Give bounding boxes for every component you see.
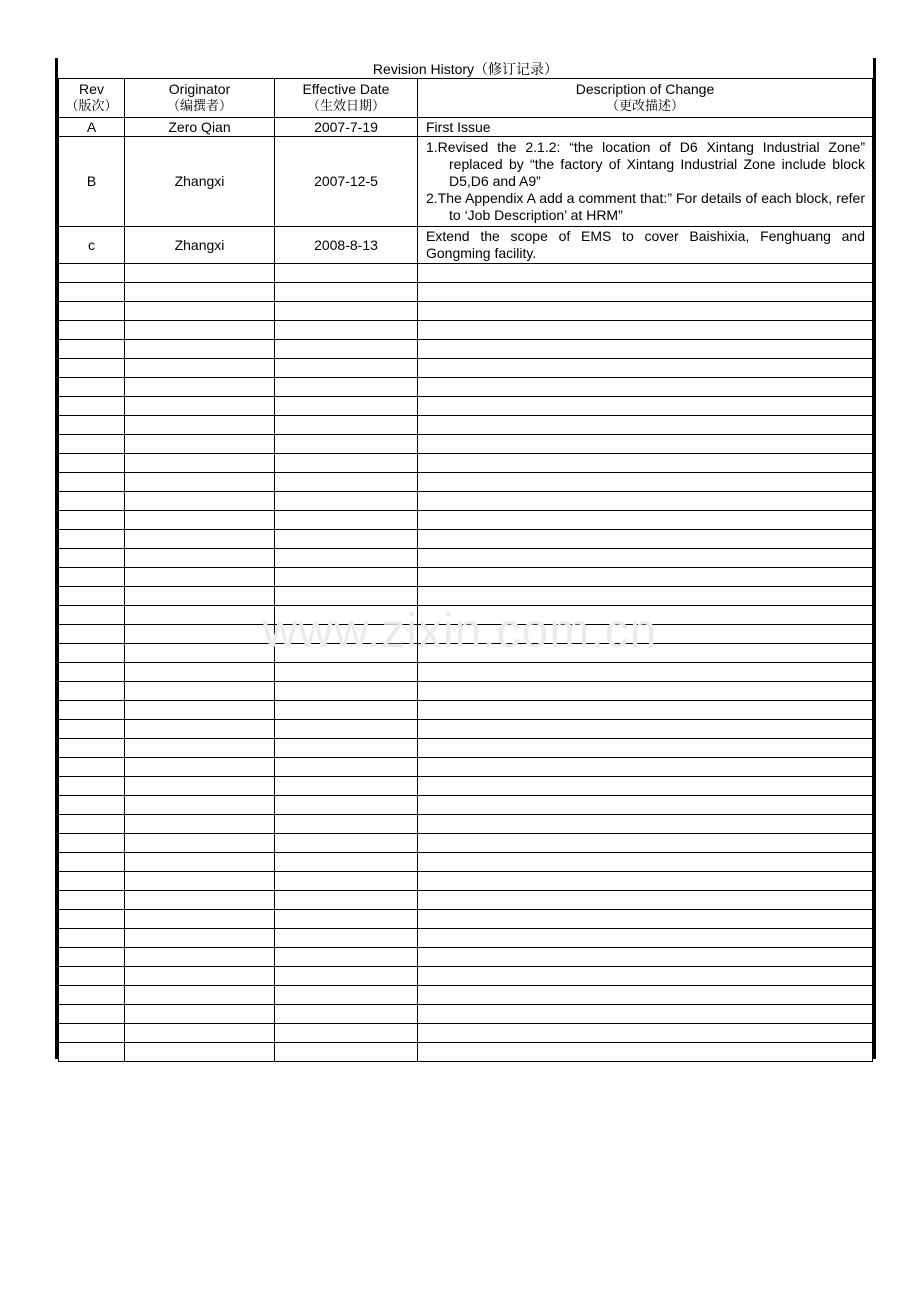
empty-date-cell [275,492,418,511]
empty-rev-cell [59,682,125,701]
empty-table-row [59,511,873,530]
empty-table-row [59,644,873,663]
empty-rev-cell [59,264,125,283]
empty-description-cell [418,359,873,378]
empty-table-row [59,663,873,682]
right-border-bar [873,58,876,1059]
header-originator-label-cn: （编撰者） [166,99,232,114]
empty-date-cell [275,530,418,549]
table-row [59,118,873,137]
empty-date-cell [275,397,418,416]
header-desc-label-cn: （更改描述） [605,99,684,114]
empty-originator-cell [125,454,275,473]
empty-rev-cell [59,739,125,758]
header-rev [59,79,125,118]
empty-date-cell [275,587,418,606]
empty-originator-cell [125,948,275,967]
header-rev-label-cn: （版次） [65,99,118,114]
empty-date-cell [275,929,418,948]
header-description [418,79,873,118]
empty-description-cell [418,1024,873,1043]
empty-date-cell [275,891,418,910]
empty-description-cell [418,796,873,815]
empty-date-cell [275,321,418,340]
empty-date-cell [275,872,418,891]
empty-originator-cell [125,511,275,530]
empty-table-row [59,872,873,891]
originator-cell: Zero Qian [125,118,275,137]
description-text: Extend the scope of EMS to cover Baishixia, Fenghuang and Gongming facility. [426,228,865,261]
empty-date-cell [275,853,418,872]
empty-description-cell [418,891,873,910]
description-item: 1.Revised the 2.1.2: “the location of D6 Xintang Industrial Zone” replaced by “the factory of Xintang Industrial Zone include block D5,D6 and A9” [426,139,865,189]
empty-table-row [59,777,873,796]
empty-table-row [59,929,873,948]
empty-originator-cell [125,1043,275,1062]
empty-date-cell [275,1005,418,1024]
empty-originator-cell [125,853,275,872]
empty-description-cell [418,340,873,359]
empty-originator-cell [125,758,275,777]
empty-description-cell [418,910,873,929]
empty-description-cell [418,606,873,625]
header-originator-label: Originator [168,81,231,97]
empty-table-row [59,549,873,568]
empty-originator-cell [125,929,275,948]
date-cell: 2007-12-5 [275,137,418,227]
empty-rev-cell [59,549,125,568]
empty-originator-cell [125,416,275,435]
empty-description-cell [418,283,873,302]
empty-date-cell [275,644,418,663]
empty-originator-cell [125,777,275,796]
empty-rev-cell [59,720,125,739]
header-effective-date [275,79,418,118]
empty-table-row [59,720,873,739]
empty-description-cell [418,682,873,701]
date-cell: 2007-7-19 [275,118,418,137]
empty-description-cell [418,948,873,967]
empty-date-cell [275,340,418,359]
empty-originator-cell [125,606,275,625]
empty-description-cell [418,492,873,511]
empty-description-cell [418,853,873,872]
empty-date-cell [275,739,418,758]
empty-table-row [59,1024,873,1043]
empty-description-cell [418,986,873,1005]
empty-description-cell [418,720,873,739]
empty-description-cell [418,511,873,530]
rev-cell: A [59,118,125,137]
table-title: Revision History（修订记录） [58,58,873,79]
empty-description-cell [418,929,873,948]
empty-table-row [59,1043,873,1062]
description-item: 2.The Appendix A add a comment that:” For details of each block, refer to ‘Job Description’ at HRM” [426,190,865,223]
empty-date-cell [275,549,418,568]
empty-rev-cell [59,302,125,321]
empty-originator-cell [125,568,275,587]
empty-originator-cell [125,283,275,302]
empty-rev-cell [59,1043,125,1062]
empty-description-cell [418,663,873,682]
empty-originator-cell [125,967,275,986]
empty-rev-cell [59,568,125,587]
empty-description-cell [418,454,873,473]
empty-table-row [59,568,873,587]
header-date-label: Effective Date [302,81,390,97]
header-row [59,79,873,118]
empty-rev-cell [59,625,125,644]
empty-date-cell [275,416,418,435]
empty-originator-cell [125,739,275,758]
empty-table-row [59,853,873,872]
empty-rev-cell [59,283,125,302]
empty-description-cell [418,587,873,606]
empty-table-row [59,606,873,625]
empty-description-cell [418,302,873,321]
empty-description-cell [418,416,873,435]
empty-rev-cell [59,492,125,511]
empty-rev-cell [59,397,125,416]
empty-rev-cell [59,473,125,492]
empty-rev-cell [59,1005,125,1024]
description-cell: First Issue [418,118,873,137]
empty-originator-cell [125,815,275,834]
empty-table-row [59,359,873,378]
empty-table-row [59,948,873,967]
empty-date-cell [275,720,418,739]
empty-originator-cell [125,302,275,321]
empty-originator-cell [125,986,275,1005]
empty-originator-cell [125,682,275,701]
empty-date-cell [275,777,418,796]
empty-rev-cell [59,853,125,872]
empty-description-cell [418,530,873,549]
empty-description-cell [418,397,873,416]
empty-originator-cell [125,397,275,416]
empty-originator-cell [125,720,275,739]
empty-date-cell [275,834,418,853]
watermark: www.zixin.com.cn [262,605,658,658]
empty-date-cell [275,302,418,321]
header-desc-label: Description of Change [575,81,715,97]
empty-rev-cell [59,815,125,834]
empty-table-row [59,321,873,340]
empty-originator-cell [125,644,275,663]
empty-date-cell [275,606,418,625]
empty-rev-cell [59,606,125,625]
empty-description-cell [418,264,873,283]
empty-rev-cell [59,530,125,549]
empty-description-cell [418,435,873,454]
date-cell: 2008-8-13 [275,227,418,264]
empty-date-cell [275,473,418,492]
empty-date-cell [275,1024,418,1043]
empty-table-row [59,340,873,359]
empty-date-cell [275,910,418,929]
empty-table-row [59,473,873,492]
empty-originator-cell [125,264,275,283]
empty-description-cell [418,568,873,587]
empty-date-cell [275,1043,418,1062]
empty-date-cell [275,283,418,302]
empty-table-row [59,682,873,701]
empty-rev-cell [59,511,125,530]
empty-rev-cell [59,796,125,815]
empty-date-cell [275,967,418,986]
empty-originator-cell [125,435,275,454]
empty-description-cell [418,549,873,568]
rev-cell: B [59,137,125,227]
empty-originator-cell [125,1024,275,1043]
empty-rev-cell [59,359,125,378]
empty-originator-cell [125,340,275,359]
empty-date-cell [275,264,418,283]
empty-rev-cell [59,777,125,796]
empty-table-row [59,283,873,302]
originator-cell: Zhangxi [125,227,275,264]
empty-rev-cell [59,834,125,853]
empty-date-cell [275,378,418,397]
empty-table-row [59,264,873,283]
empty-date-cell [275,568,418,587]
empty-date-cell [275,435,418,454]
revision-history-sheet [55,58,876,1059]
empty-rev-cell [59,435,125,454]
empty-rev-cell [59,1024,125,1043]
empty-table-row [59,397,873,416]
empty-originator-cell [125,834,275,853]
empty-originator-cell [125,796,275,815]
empty-table-row [59,302,873,321]
empty-table-row [59,435,873,454]
empty-rev-cell [59,701,125,720]
empty-originator-cell [125,701,275,720]
empty-date-cell [275,815,418,834]
empty-description-cell [418,473,873,492]
empty-originator-cell [125,321,275,340]
empty-description-cell [418,625,873,644]
empty-date-cell [275,796,418,815]
empty-rev-cell [59,454,125,473]
empty-date-cell [275,701,418,720]
empty-originator-cell [125,473,275,492]
empty-table-row [59,910,873,929]
empty-date-cell [275,948,418,967]
empty-rev-cell [59,663,125,682]
empty-table-row [59,701,873,720]
revision-table [58,78,873,1062]
empty-table-row [59,416,873,435]
empty-table-row [59,454,873,473]
empty-originator-cell [125,1005,275,1024]
empty-date-cell [275,625,418,644]
empty-originator-cell [125,492,275,511]
empty-date-cell [275,758,418,777]
empty-table-row [59,891,873,910]
empty-table-row [59,796,873,815]
empty-table-row [59,492,873,511]
empty-rev-cell [59,967,125,986]
empty-rev-cell [59,910,125,929]
empty-table-row [59,587,873,606]
empty-originator-cell [125,872,275,891]
empty-description-cell [418,815,873,834]
empty-table-row [59,986,873,1005]
empty-description-cell [418,1043,873,1062]
empty-originator-cell [125,530,275,549]
empty-date-cell [275,663,418,682]
empty-table-row [59,530,873,549]
empty-rev-cell [59,416,125,435]
empty-rev-cell [59,587,125,606]
empty-originator-cell [125,549,275,568]
empty-rev-cell [59,929,125,948]
empty-description-cell [418,872,873,891]
empty-table-row [59,967,873,986]
rev-cell: c [59,227,125,264]
empty-rev-cell [59,644,125,663]
empty-table-row [59,815,873,834]
originator-cell: Zhangxi [125,137,275,227]
empty-description-cell [418,321,873,340]
empty-originator-cell [125,891,275,910]
empty-description-cell [418,967,873,986]
empty-originator-cell [125,359,275,378]
description-cell [418,137,873,227]
header-rev-label: Rev [79,81,104,97]
empty-originator-cell [125,910,275,929]
empty-rev-cell [59,321,125,340]
empty-rev-cell [59,340,125,359]
empty-description-cell [418,739,873,758]
empty-table-row [59,758,873,777]
empty-date-cell [275,682,418,701]
empty-description-cell [418,758,873,777]
table-row [59,227,873,264]
empty-date-cell [275,359,418,378]
empty-description-cell [418,777,873,796]
empty-rev-cell [59,891,125,910]
empty-description-cell [418,378,873,397]
header-originator [125,79,275,118]
empty-date-cell [275,454,418,473]
empty-table-row [59,378,873,397]
empty-rev-cell [59,986,125,1005]
empty-description-cell [418,834,873,853]
empty-originator-cell [125,587,275,606]
description-cell [418,227,873,264]
empty-table-row [59,834,873,853]
empty-table-row [59,625,873,644]
empty-date-cell [275,511,418,530]
empty-description-cell [418,701,873,720]
header-date-label-cn: （生效日期） [306,99,385,114]
table-row [59,137,873,227]
empty-rev-cell [59,948,125,967]
empty-description-cell [418,644,873,663]
empty-originator-cell [125,378,275,397]
empty-table-row [59,739,873,758]
empty-rev-cell [59,378,125,397]
empty-rev-cell [59,872,125,891]
empty-table-row [59,1005,873,1024]
empty-rev-cell [59,758,125,777]
empty-date-cell [275,986,418,1005]
empty-originator-cell [125,625,275,644]
empty-originator-cell [125,663,275,682]
empty-description-cell [418,1005,873,1024]
